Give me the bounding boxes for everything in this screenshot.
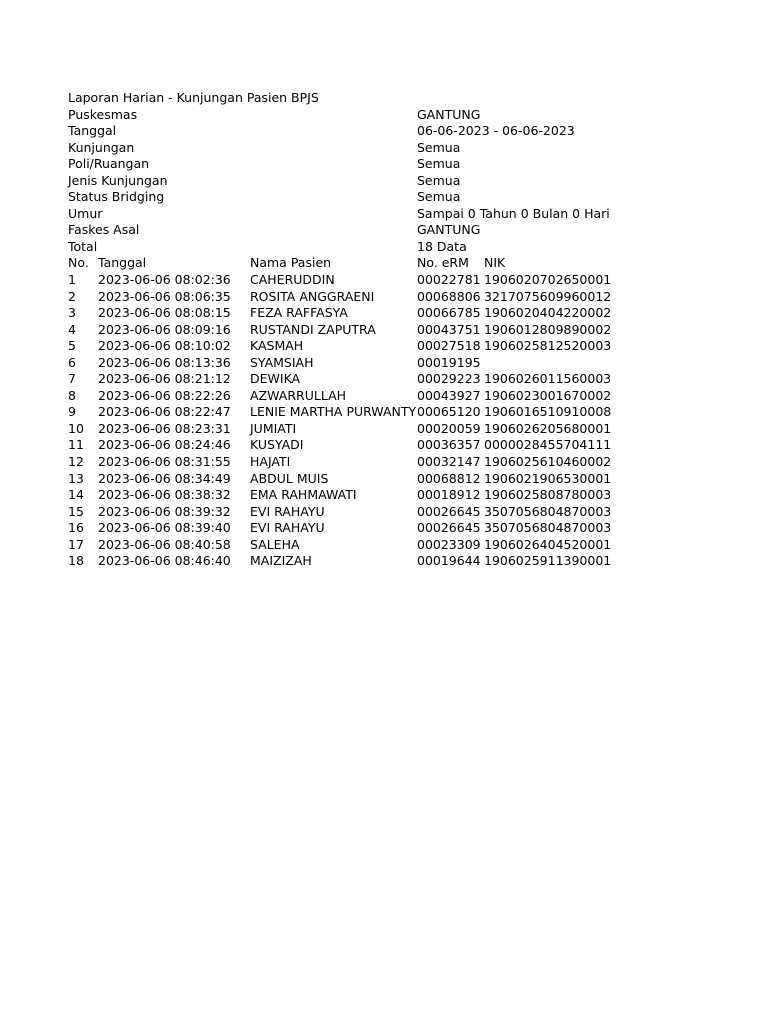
row-no-erm: 00026645 (417, 520, 481, 536)
column-header-nama-pasien: Nama Pasien (250, 255, 332, 271)
row-tanggal: 2023-06-06 08:08:15 (98, 305, 231, 321)
row-nama-pasien: AZWARRULLAH (250, 387, 347, 403)
row-nik: 1906026404520001 (484, 536, 612, 552)
table-row (68, 504, 628, 521)
row-tanggal: 2023-06-06 08:02:36 (98, 272, 231, 288)
table-row (68, 338, 628, 355)
row-no: 7 (68, 371, 76, 387)
row-nama-pasien: CAHERUDDIN (250, 272, 335, 288)
meta-value: Semua (417, 172, 461, 188)
row-nama-pasien: EVI RAHAYU (250, 503, 325, 519)
row-no-erm: 00066785 (417, 305, 481, 321)
row-tanggal: 2023-06-06 08:10:02 (98, 338, 231, 354)
row-no-erm: 00020059 (417, 420, 481, 436)
row-tanggal: 2023-06-06 08:24:46 (98, 437, 231, 453)
meta-row-faskes-asal (68, 222, 628, 239)
table-row (68, 289, 628, 306)
row-no-erm: 00043927 (417, 387, 481, 403)
row-no-erm: 00068812 (417, 470, 481, 486)
row-no: 4 (68, 321, 76, 337)
row-no: 11 (68, 437, 84, 453)
column-header-nik: NIK (484, 255, 506, 271)
row-tanggal: 2023-06-06 08:23:31 (98, 420, 231, 436)
row-tanggal: 2023-06-06 08:21:12 (98, 371, 231, 387)
row-no: 8 (68, 387, 76, 403)
meta-value: GANTUNG (417, 222, 481, 238)
row-no-erm: 00023309 (417, 536, 481, 552)
meta-label: Jenis Kunjungan (68, 172, 168, 188)
row-tanggal: 2023-06-06 08:34:49 (98, 470, 231, 486)
row-no: 2 (68, 288, 76, 304)
table-row (68, 404, 628, 421)
table-row (68, 487, 628, 504)
meta-row-puskesmas (68, 107, 628, 124)
row-no-erm: 00019195 (417, 354, 481, 370)
row-no: 15 (68, 503, 84, 519)
table-row (68, 371, 628, 388)
table-row (68, 272, 628, 289)
table-row (68, 388, 628, 405)
row-tanggal: 2023-06-06 08:38:32 (98, 487, 231, 503)
row-no-erm: 00032147 (417, 454, 481, 470)
row-nama-pasien: FEZA RAFFASYA (250, 305, 348, 321)
row-tanggal: 2023-06-06 08:06:35 (98, 288, 231, 304)
meta-value: GANTUNG (417, 106, 481, 122)
row-no-erm: 00027518 (417, 338, 481, 354)
table-row (68, 537, 628, 554)
meta-label: Umur (68, 205, 103, 221)
meta-row-jenis-kunjungan (68, 173, 628, 190)
meta-label: Tanggal (68, 123, 117, 139)
row-nik: 1906020702650001 (484, 272, 612, 288)
row-no: 1 (68, 272, 76, 288)
row-no-erm: 00036357 (417, 437, 481, 453)
row-nama-pasien: DEWIKA (250, 371, 301, 387)
meta-row-poli-ruangan (68, 156, 628, 173)
row-tanggal: 2023-06-06 08:39:40 (98, 520, 231, 536)
row-nik: 1906012809890002 (484, 321, 612, 337)
row-nik: 3217075609960012 (484, 288, 612, 304)
row-nama-pasien: KUSYADI (250, 437, 304, 453)
row-tanggal: 2023-06-06 08:40:58 (98, 536, 231, 552)
table-row (68, 471, 628, 488)
table-row (68, 437, 628, 454)
row-no: 14 (68, 487, 84, 503)
table-row (68, 520, 628, 537)
row-nama-pasien: LENIE MARTHA PURWANTY (250, 404, 417, 420)
report-title: Laporan Harian - Kunjungan Pasien BPJS (68, 90, 319, 105)
row-no-erm: 00022781 (417, 272, 481, 288)
row-nama-pasien: RUSTANDI ZAPUTRA (250, 321, 376, 337)
meta-label: Total (68, 238, 98, 254)
row-no: 17 (68, 536, 84, 552)
meta-value: Semua (417, 139, 461, 155)
row-nik: 1906026205680001 (484, 420, 612, 436)
row-nama-pasien: MAIZIZAH (250, 553, 312, 569)
meta-label: Poli/Ruangan (68, 156, 150, 172)
row-no: 6 (68, 354, 76, 370)
row-no-erm: 00029223 (417, 371, 481, 387)
row-tanggal: 2023-06-06 08:22:47 (98, 404, 231, 420)
row-nama-pasien: SALEHA (250, 536, 300, 552)
row-nik: 1906021906530001 (484, 470, 612, 486)
row-nama-pasien: KASMAH (250, 338, 304, 354)
row-no: 10 (68, 420, 84, 436)
meta-label: Faskes Asal (68, 222, 140, 238)
row-tanggal: 2023-06-06 08:22:26 (98, 387, 231, 403)
table-row (68, 553, 628, 570)
row-nama-pasien: ABDUL MUIS (250, 470, 329, 486)
row-nama-pasien: HAJATI (250, 454, 291, 470)
row-no-erm: 00026645 (417, 503, 481, 519)
meta-row-total (68, 239, 628, 256)
row-no: 13 (68, 470, 84, 486)
meta-value: 18 Data (417, 238, 467, 254)
table-row (68, 454, 628, 471)
table-row (68, 421, 628, 438)
table-row (68, 355, 628, 372)
row-nama-pasien: JUMIATI (250, 420, 297, 436)
column-header-tanggal: Tanggal (98, 255, 147, 271)
row-nik: 1906025808780003 (484, 487, 612, 503)
row-no: 9 (68, 404, 76, 420)
meta-row-status-bridging (68, 189, 628, 206)
row-no: 5 (68, 338, 76, 354)
row-no: 16 (68, 520, 84, 536)
row-nik: 1906023001670002 (484, 387, 612, 403)
row-nik: 1906025911390001 (484, 553, 612, 569)
meta-value: 06-06-2023 - 06-06-2023 (417, 123, 575, 139)
row-nik: 1906025610460002 (484, 454, 612, 470)
row-no-erm: 00068806 (417, 288, 481, 304)
row-nama-pasien: EVI RAHAYU (250, 520, 325, 536)
row-no: 12 (68, 454, 84, 470)
meta-value: Semua (417, 156, 461, 172)
column-header-no-erm: No. eRM (417, 255, 469, 271)
meta-value: Sampai 0 Tahun 0 Bulan 0 Hari (417, 205, 610, 221)
row-nik: 3507056804870003 (484, 503, 612, 519)
row-nik: 0000028455704111 (484, 437, 612, 453)
row-tanggal: 2023-06-06 08:31:55 (98, 454, 231, 470)
row-nik: 1906026011560003 (484, 371, 612, 387)
row-nik: 3507056804870003 (484, 520, 612, 536)
meta-row-umur (68, 206, 628, 223)
meta-label: Puskesmas (68, 106, 138, 122)
row-no-erm: 00065120 (417, 404, 481, 420)
table-row (68, 305, 628, 322)
meta-value: Semua (417, 189, 461, 205)
row-no-erm: 00043751 (417, 321, 481, 337)
meta-label: Kunjungan (68, 139, 135, 155)
meta-row-tanggal (68, 123, 628, 140)
row-tanggal: 2023-06-06 08:09:16 (98, 321, 231, 337)
meta-row-kunjungan (68, 140, 628, 157)
row-no-erm: 00018912 (417, 487, 481, 503)
row-nama-pasien: EMA RAHMAWATI (250, 487, 357, 503)
row-nik: 1906025812520003 (484, 338, 612, 354)
row-nama-pasien: ROSITA ANGGRAENI (250, 288, 375, 304)
row-nama-pasien: SYAMSIAH (250, 354, 314, 370)
meta-label: Status Bridging (68, 189, 165, 205)
row-tanggal: 2023-06-06 08:13:36 (98, 354, 231, 370)
row-nik: 1906020404220002 (484, 305, 612, 321)
table-row (68, 322, 628, 339)
column-header-no: No. (68, 255, 89, 271)
row-no: 18 (68, 553, 84, 569)
report (68, 90, 628, 570)
table-body (68, 272, 628, 570)
row-tanggal: 2023-06-06 08:46:40 (98, 553, 231, 569)
table-header (68, 255, 628, 272)
row-no-erm: 00019644 (417, 553, 481, 569)
row-nik: 1906016510910008 (484, 404, 612, 420)
row-no: 3 (68, 305, 76, 321)
meta-section (68, 107, 628, 256)
row-tanggal: 2023-06-06 08:39:32 (98, 503, 231, 519)
